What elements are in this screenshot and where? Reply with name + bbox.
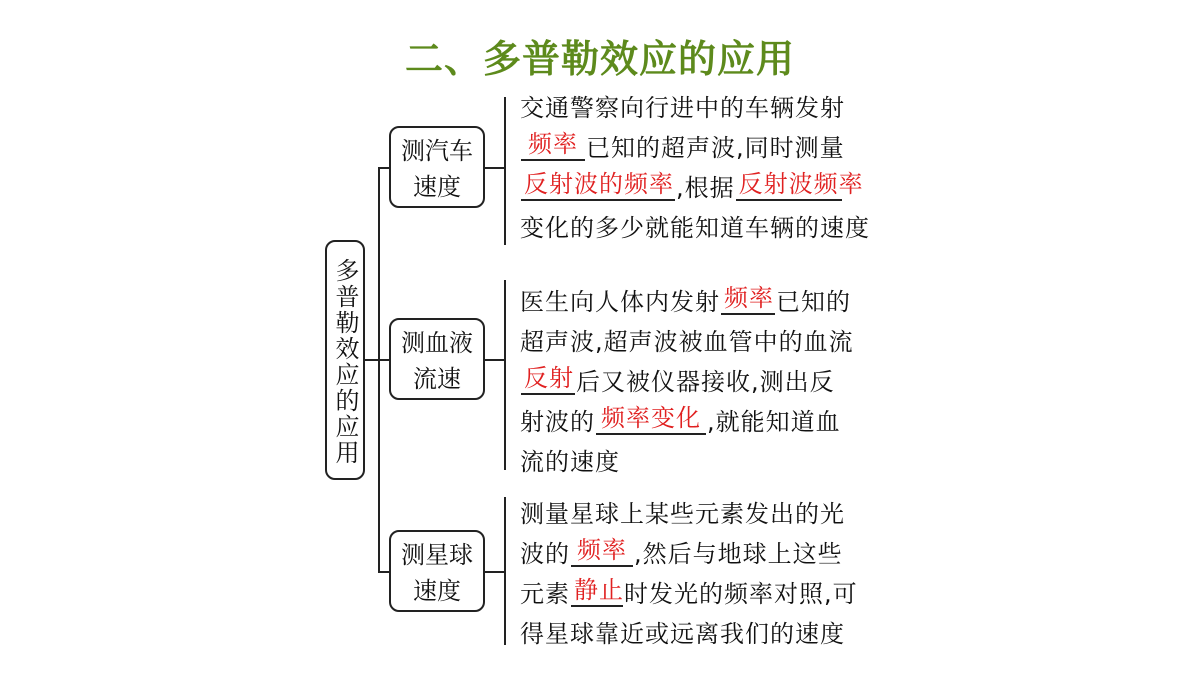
root-connector xyxy=(365,359,379,361)
desc-line xyxy=(520,128,870,168)
desc-text: 已知的超声波,同时测量 xyxy=(586,134,845,162)
answer-blank: 反射 xyxy=(521,363,575,395)
description-car-speed xyxy=(520,88,870,248)
bracket-1 xyxy=(485,167,505,169)
desc-text: ,根据 xyxy=(676,174,735,202)
desc-text: 得星球靠近或远离我们的速度 xyxy=(520,620,845,648)
branch-label-line1: 测汽车 xyxy=(401,137,473,165)
branch-box-car-speed xyxy=(389,126,485,208)
branch-label-line2: 流速 xyxy=(413,365,461,393)
desc-line xyxy=(520,402,854,442)
answer-blank: 频率 xyxy=(521,129,585,161)
branch-box-blood-flow xyxy=(389,318,485,400)
desc-text: 变化的多少就能知道车辆的速度 xyxy=(520,214,870,242)
trunk-line xyxy=(378,167,380,573)
answer-blank: 静止 xyxy=(571,575,623,607)
desc-text: 射波的 xyxy=(520,408,595,436)
branch-label-line1: 测血液 xyxy=(401,329,473,357)
description-blood-flow xyxy=(520,282,854,482)
desc-line xyxy=(520,614,858,654)
desc-line xyxy=(520,534,858,574)
desc-text: 超声波,超声波被血管中的血流 xyxy=(520,328,854,356)
bracket-1-vert xyxy=(504,97,506,245)
desc-text: 后又被仪器接收,测出反 xyxy=(576,368,835,396)
answer-blank: 频率 xyxy=(571,535,633,567)
root-concept-label: 多普勒效应的应用 xyxy=(331,258,359,466)
answer-blank: 反射波的频率 xyxy=(521,169,675,201)
desc-text: 测量星球上某些元素发出的光 xyxy=(520,500,845,528)
desc-line xyxy=(520,574,858,614)
desc-text: 交通警察向行进中的车辆发射 xyxy=(520,94,845,122)
desc-text: 流的速度 xyxy=(520,448,620,476)
branch-box-star-speed xyxy=(389,530,485,612)
desc-line xyxy=(520,208,870,248)
bracket-3 xyxy=(485,571,505,573)
answer-blank: 反射波频率 xyxy=(736,169,842,201)
bracket-3-vert xyxy=(504,497,506,645)
desc-line xyxy=(520,362,854,402)
desc-text: 波的 xyxy=(520,540,570,568)
page-title: 二、多普勒效应的应用 xyxy=(404,37,795,81)
desc-line xyxy=(520,442,854,482)
bracket-2 xyxy=(485,359,505,361)
description-star-speed xyxy=(520,494,858,654)
desc-text: 医生向人体内发射 xyxy=(520,288,720,316)
desc-text: 时发光的频率对照,可 xyxy=(624,580,858,608)
answer-blank: 频率变化 xyxy=(596,403,706,435)
desc-line xyxy=(520,282,854,322)
desc-text: ,就能知道血 xyxy=(707,408,841,436)
root-concept-box xyxy=(325,240,365,480)
desc-text: 已知的 xyxy=(776,288,851,316)
desc-text: ,然后与地球上这些 xyxy=(634,540,843,568)
branch-label-line2: 速度 xyxy=(413,577,461,605)
answer-blank: 频率 xyxy=(721,283,775,315)
desc-line xyxy=(520,168,870,208)
desc-text: 元素 xyxy=(520,580,570,608)
desc-line xyxy=(520,88,870,128)
bracket-2-vert xyxy=(504,280,506,470)
branch-label-line2: 速度 xyxy=(413,173,461,201)
desc-line xyxy=(520,494,858,534)
branch-label-line1: 测星球 xyxy=(401,541,473,569)
desc-line xyxy=(520,322,854,362)
